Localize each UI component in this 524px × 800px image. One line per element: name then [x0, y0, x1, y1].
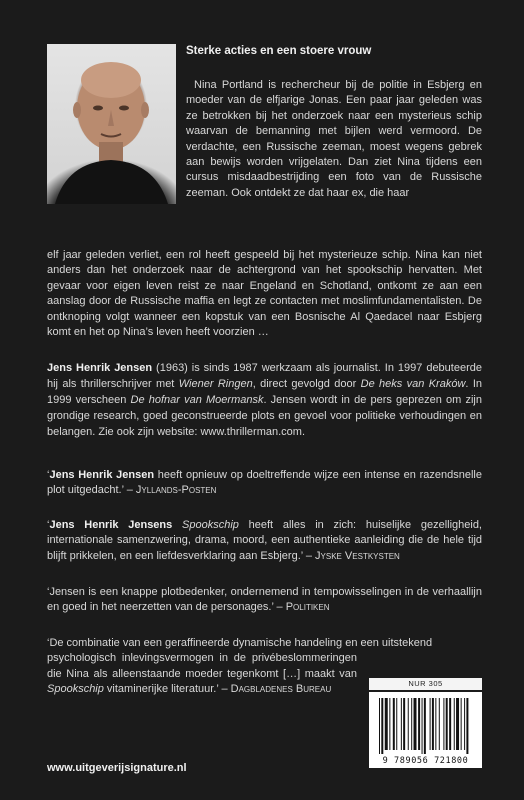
blurb-heading: Sterke acties en een stoere vrouw	[186, 45, 372, 57]
barcode-digits: 9 789056 721800	[382, 756, 469, 766]
author-bio-text: . Jensen wordt in de pers geprezen om zijn grondige research, goed geconstrueerde plots en gevoel voor politieke verhoudingen en belangen. Zie ook zijn website: www.thrillerman.com.	[47, 394, 482, 438]
barcode-bar	[456, 698, 459, 750]
barcode-bar	[432, 698, 434, 750]
quote-source: Politiken	[285, 601, 330, 614]
barcode-bar	[464, 698, 465, 750]
author-bio-text: . In 1999 verscheen	[47, 378, 482, 406]
quote-text: ‘Jensen is een knappe plotbedenker, ondernemend in tempowisselingen in de verhaallijn en goed in het neerzetten van de personages.’ –	[47, 586, 482, 614]
quote-source: Jyllands-Posten	[135, 484, 217, 497]
barcode-bar	[435, 698, 436, 750]
isbn-barcode	[369, 692, 482, 768]
barcode-bar	[449, 698, 451, 750]
barcode-bar	[424, 698, 426, 754]
barcode-bar	[430, 698, 431, 750]
quote-mark: ‘	[47, 469, 50, 481]
quote-author: Jens Henrik Jensen	[49, 469, 155, 481]
barcode-bar	[418, 698, 420, 750]
barcode-bar	[403, 698, 405, 750]
book-title: Spookschip	[182, 519, 239, 531]
barcode-bar	[439, 698, 440, 750]
barcode-bar	[422, 698, 423, 754]
barcode-bar	[443, 698, 444, 750]
review-quote-2	[47, 518, 482, 564]
barcode-bar	[466, 698, 468, 754]
barcode-bar	[454, 698, 455, 750]
barcode-bar	[385, 698, 388, 750]
barcode-bar	[408, 698, 409, 750]
quote-author: Jens Henrik Jensens	[49, 519, 173, 531]
barcode-bar	[396, 698, 397, 750]
quote-text: vitaminerijke literatuur.’ –	[103, 683, 231, 696]
barcode-bar	[401, 698, 402, 750]
quote-source: Dagbladenes Bureau	[230, 683, 332, 696]
barcode-bar	[389, 698, 390, 750]
review-quote-3	[47, 585, 482, 616]
barcode-bar	[379, 698, 380, 754]
book-title: De heks van Kraków	[360, 378, 466, 390]
barcode-bars	[369, 692, 482, 754]
quote-text: heeft opnieuw op doeltreffende wijze een intense en razendsnelle plot uitgedacht.’ –	[47, 469, 482, 497]
review-quote-1	[47, 468, 482, 499]
author-name: Jens Henrik Jensen	[47, 362, 153, 374]
blurb-text-continued: elf jaar geleden verliet, een rol heeft gespeeld bij het mysterieuze schip. Nina kan niet anders dan het onderzoek naar de achtergrond van het spookschip hervatten. Met gevaar voor eigen leven reist ze naar Engeland en Schotland, ontkomt ze aan een aanslag door de Russische maffia en legt ze contacten met moslimfundamentalisten. De ontknoping volgt wanneer een kopstuk van een Bosnische Al Qaedacel naar Esbjerg komt en het op Nina’s leven heeft voorzien …	[47, 249, 482, 339]
barcode-bar	[461, 698, 462, 750]
quote-text: psychologisch inlevingsvermogen in de privébeslommeringen die Nina als alleenstaande moeder tegenkomt […] maakt van	[47, 652, 357, 680]
publisher-website: www.uitgeverijsignature.nl	[47, 762, 187, 774]
author-photo	[47, 44, 176, 204]
barcode-bar	[411, 698, 412, 750]
barcode-bar	[381, 698, 383, 754]
book-title: Wiener Ringen	[178, 378, 253, 390]
barcode-bar	[393, 698, 395, 750]
blurb-text-top	[186, 78, 482, 201]
barcode-bar	[414, 698, 417, 750]
quote-text: heeft alles in zich: huiselijke gezelligheid, internationale samenzwering, drama, moord, een authentieke aanleiding die de hele tijd blijft prikkelen, en een liefdesverklaring aan Esbjerg.’ –	[47, 519, 482, 562]
barcode-bar	[446, 698, 448, 750]
quote-mark: ‘	[47, 519, 50, 531]
author-bio	[47, 360, 482, 440]
author-portrait-illustration	[47, 44, 176, 204]
quote-source: Jyske Vestkysten	[315, 549, 400, 562]
author-bio-text: , direct gevolgd door	[252, 378, 361, 390]
book-title: De hofnar van Moermansk	[130, 394, 264, 406]
book-title: Spookschip	[47, 683, 104, 696]
quote-text: ‘De combinatie van een geraffineerde dynamische handeling en een uitstekend	[47, 637, 433, 649]
blurb-part-1: Nina Portland is rechercheur bij de politie in Esbjerg en moeder van de elfjarige Jonas. Een paar jaar geleden was ze betrokken bij het onderzoek naar een mysterieus schip waarvan de bemanning met bijlen werd vermoord. De verdachte, een Russische zeeman, moest wegens gebrek aan bewijs worden vrijgelaten. Dan ziet Nina tijdens een cursus misdaadbestrijding een foto van de Russische zeeman. Ook ontdekt ze dat haar ex, die haar	[186, 79, 482, 199]
nur-code: NUR 305	[369, 678, 482, 690]
author-bio-text: (1963) is sinds 1987 werkzaam als journalist. In 1997 debuteerde hij als thrillerschrijver met	[47, 362, 482, 390]
